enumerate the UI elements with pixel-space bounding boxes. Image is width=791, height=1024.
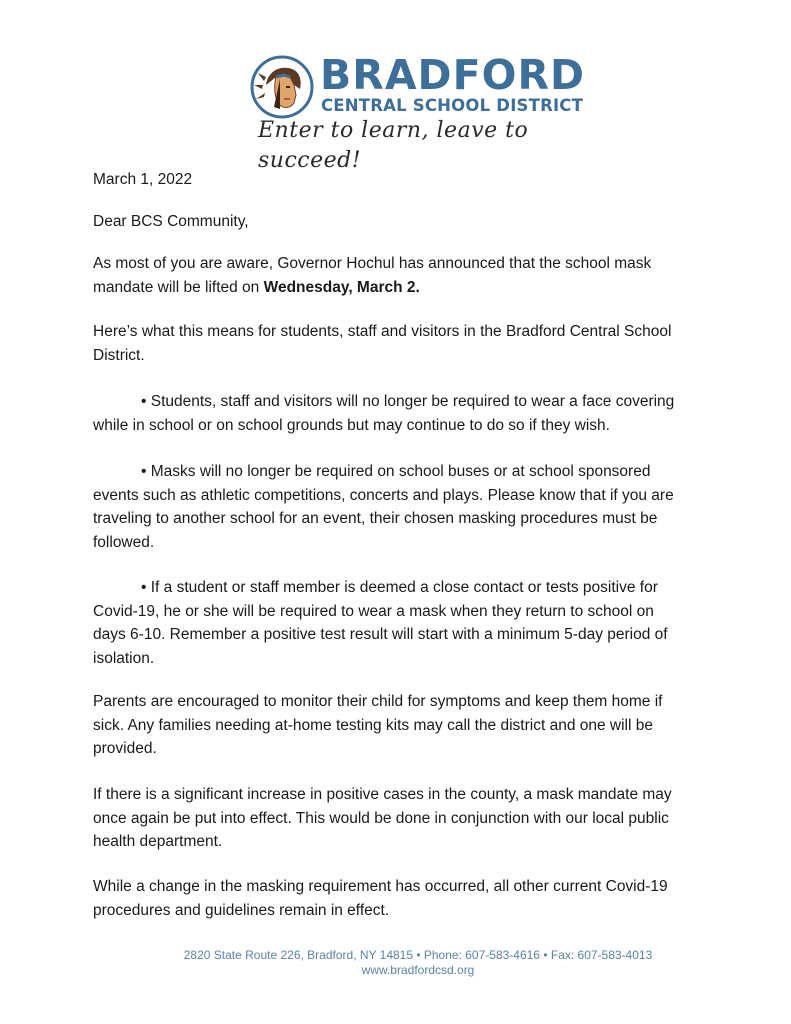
paragraph-parents: Parents are encouraged to monitor their child for symptoms and keep them home if sick. Any families needing at-home testing kits may call the district and one will be provided. <box>93 693 663 757</box>
org-subtitle: CENTRAL SCHOOL DISTRICT <box>321 96 584 115</box>
footer-website[interactable]: www.bradfordcsd.org <box>361 963 475 977</box>
bullet-face-covering <box>93 390 683 437</box>
paragraph-mandate-return: If there is a significant increase in positive cases in the county, a mask mandate may once again be put into effect. This would be done in conjunction with our local public health department. <box>93 786 672 850</box>
footer <box>100 948 736 978</box>
letter-date: March 1, 2022 <box>93 171 193 188</box>
paragraph-intro-text: As most of you are aware, Governor Hochul has announced that the school mask mandate will be lifted on <box>93 255 652 296</box>
paragraph-other-procedures: While a change in the masking requirement has occurred, all other current Covid-19 procedures and guidelines remain in effect. <box>93 878 668 919</box>
paragraph-what-this-means: Here’s what this means for students, staff and visitors in the Bradford Central School District. <box>93 323 672 364</box>
footer-address: 2820 State Route 226, Bradford, NY 14815 • Phone: 607-583-4616 • Fax: 607-583-4013 <box>183 948 653 962</box>
bullet-close-contact <box>93 576 683 670</box>
org-name: BRADFORD <box>320 51 586 99</box>
bullet-buses-events <box>93 460 683 554</box>
tagline: Enter to learn, leave to succeed! <box>258 118 529 173</box>
bullet-buses-events-text: • Masks will no longer be required on school buses or at school sponsored events such as athletic competitions, concerts and plays. Please know that if you are traveling to another school for an event, their chosen masking procedures must be followed. <box>93 463 674 551</box>
letterhead <box>248 50 598 173</box>
paragraph-intro <box>93 252 683 299</box>
mandate-date: Wednesday, March 2. <box>263 278 420 296</box>
salutation: Dear BCS Community, <box>93 213 249 230</box>
warrior-mascot-logo <box>250 55 314 119</box>
bullet-face-covering-text: • Students, staff and visitors will no longer be required to wear a face covering while in school or on school grounds but may continue to do so if they wish. <box>93 393 675 434</box>
bullet-close-contact-text: • If a student or staff member is deemed a close contact or tests positive for Covid-19, he or she will be required to wear a mask when they return to school on days 6-10. Remember a positive test result will start with a minimum 5-day period of isolation. <box>93 579 668 667</box>
